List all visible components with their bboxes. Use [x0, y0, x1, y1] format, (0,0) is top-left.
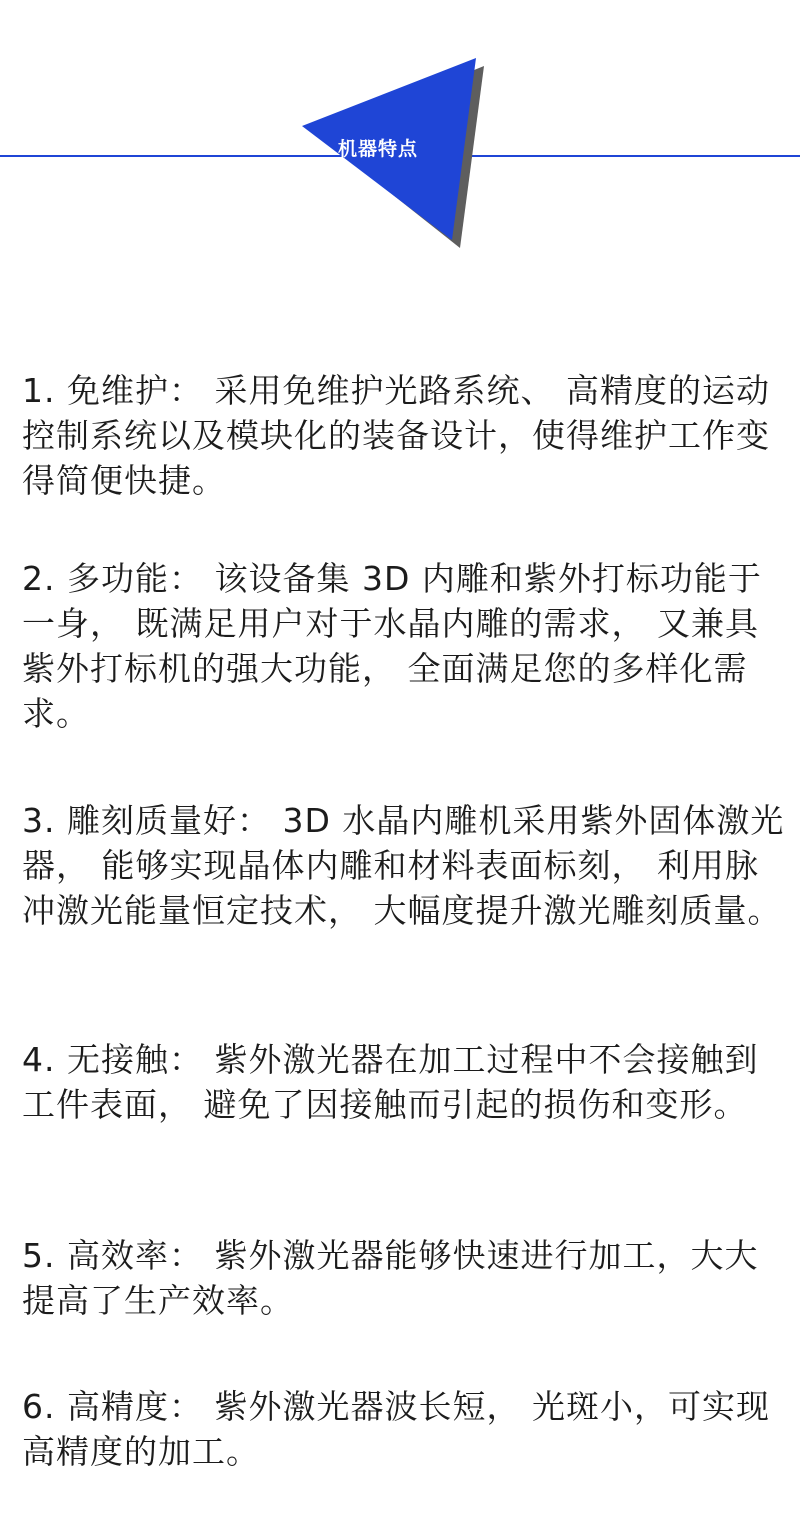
feature-item-non-contact: 4. 无接触： 紫外激光器在加工过程中不会接触到工件表面， 避免了因接触而引起的损伤和变形。	[22, 1040, 759, 1124]
feature-item-high-efficiency: 5. 高效率： 紫外激光器能够快速进行加工，大大提高了生产效率。	[22, 1236, 759, 1320]
section-header	[0, 0, 800, 270]
feature-item-engraving-quality: 3. 雕刻质量好： 3D 水晶内雕机采用紫外固体激光器， 能够实现晶体内雕和材料表面标刻， 利用脉冲激光能量恒定技术， 大幅度提升激光雕刻质量。	[22, 801, 785, 930]
feature-item-maintenance-free: 1. 免维护： 采用免维护光路系统、 高精度的运动控制系统以及模块化的装备设计，使得维护工作变得简便快捷。	[22, 371, 770, 500]
header-banner-graphic	[0, 0, 800, 270]
feature-item-high-precision: 6. 高精度： 紫外激光器波长短， 光斑小，可实现高精度的加工。	[22, 1387, 770, 1471]
feature-item-multifunction: 2. 多功能： 该设备集 3D 内雕和紫外打标功能于一身， 既满足用户对于水晶内雕的需求， 又兼具紫外打标机的强大功能， 全面满足您的多样化需求。	[22, 559, 762, 733]
section-title: 机器特点	[338, 138, 419, 160]
